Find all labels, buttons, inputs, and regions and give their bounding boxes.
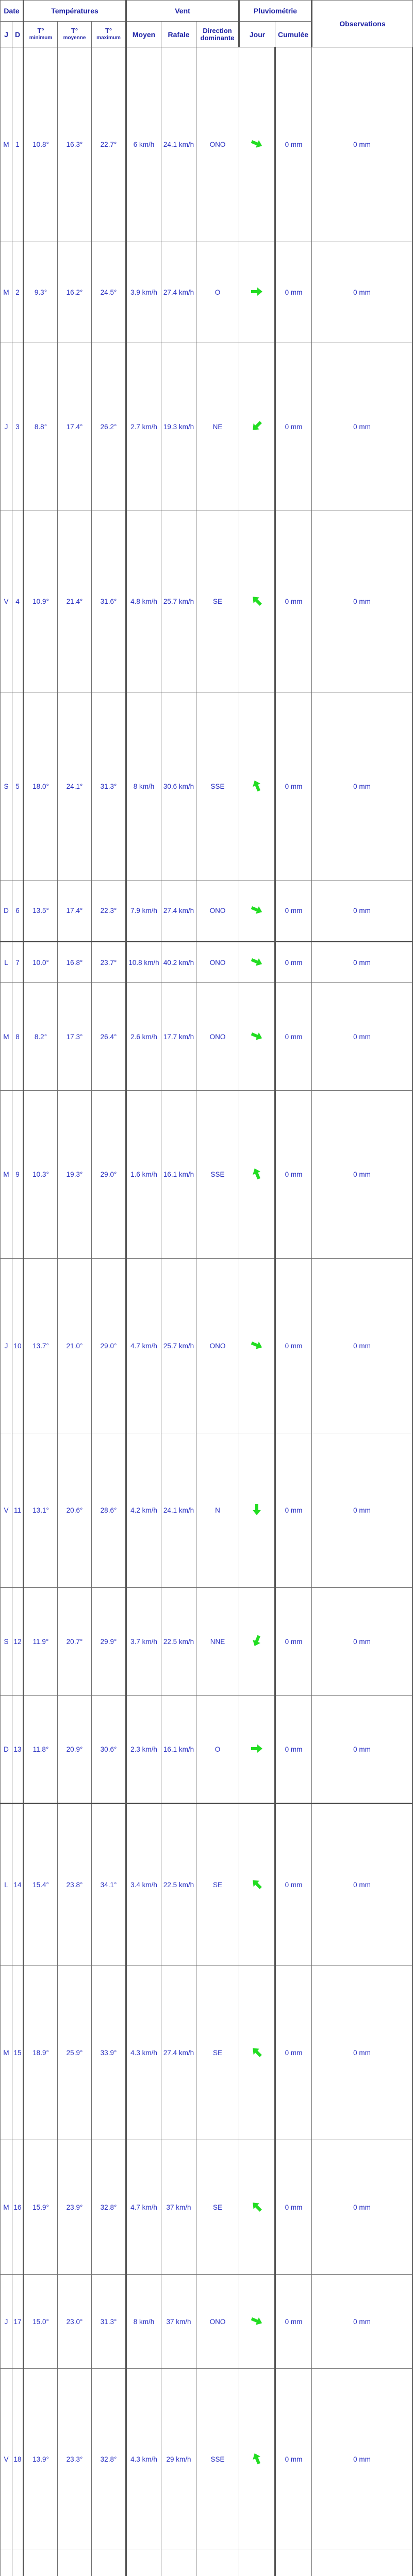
table-row: [1, 1696, 413, 1804]
header-tmin-top: T°: [37, 27, 44, 35]
row-tmoy: 25.9°: [58, 1965, 92, 2140]
header-j: J: [1, 22, 12, 47]
row-day-number: 17: [12, 2275, 24, 2369]
row-rain-day: 0 mm: [275, 942, 312, 983]
header-d: D: [12, 22, 24, 47]
row-wind-dir: NE: [196, 343, 239, 511]
table-row: [1, 2369, 413, 2550]
row-wind-mean: 2.3 km/h: [126, 1696, 161, 1804]
row-rain-cumul: 0 mm: [312, 1259, 413, 1433]
row-tmax: 28.6°: [92, 1433, 126, 1588]
wind-arrow-icon: [250, 1742, 263, 1755]
row-rain-cumul: [312, 2550, 413, 2576]
row-tmax: 23.7°: [92, 942, 126, 983]
table-row: [1, 1433, 413, 1588]
row-wind-arrow: [239, 242, 275, 343]
header-pluviometrie: Pluviométrie: [239, 1, 312, 22]
row-wind-arrow: [239, 1091, 275, 1259]
row-rain-cumul: 0 mm: [312, 1696, 413, 1804]
row-day-letter: M: [1, 1965, 12, 2140]
row-wind-mean: 4.7 km/h: [126, 2140, 161, 2275]
row-rain-cumul: 0 mm: [312, 692, 413, 880]
row-wind-gust: 25.7 km/h: [161, 511, 196, 692]
row-wind-dir: O: [196, 1696, 239, 1804]
table-row: [1, 1091, 413, 1259]
row-day-letter: M: [1, 1091, 12, 1259]
row-wind-mean: 4.2 km/h: [126, 1433, 161, 1588]
row-tmoy: 17.3°: [58, 983, 92, 1091]
row-rain-cumul: 0 mm: [312, 47, 413, 242]
row-rain-cumul: 0 mm: [312, 2369, 413, 2550]
row-wind-arrow: [239, 343, 275, 511]
row-rain-day: 0 mm: [275, 343, 312, 511]
wind-arrow-icon: [250, 419, 263, 433]
row-rain-cumul: 0 mm: [312, 1433, 413, 1588]
header-rafale: Rafale: [161, 22, 196, 47]
row-wind-mean: 4.8 km/h: [126, 511, 161, 692]
row-tmax: 32.8°: [92, 2369, 126, 2550]
wind-arrow-icon: [250, 2452, 263, 2465]
row-wind-dir: SE: [196, 511, 239, 692]
row-tmin: 8.2°: [24, 983, 58, 1091]
row-rain-day: 0 mm: [275, 880, 312, 942]
row-day-number: 9: [12, 1091, 24, 1259]
row-wind-gust: 25.7 km/h: [161, 1259, 196, 1433]
row-wind-dir: ONO: [196, 47, 239, 242]
row-wind-dir: NNE: [196, 1588, 239, 1696]
row-day-number: 14: [12, 1804, 24, 1965]
row-day-number: 8: [12, 983, 24, 1091]
header-tmin-bottom: minimum: [24, 35, 57, 42]
wind-arrow-icon: [250, 1503, 263, 1516]
row-rain-day: 0 mm: [275, 1588, 312, 1696]
row-tmin: 13.1°: [24, 1433, 58, 1588]
row-wind-dir: SE: [196, 1804, 239, 1965]
header-tmax: [92, 22, 126, 47]
row-wind-arrow: [239, 2550, 275, 2576]
row-tmax: 30.6°: [92, 1696, 126, 1804]
row-rain-day: 0 mm: [275, 2140, 312, 2275]
table-row: [1, 880, 413, 942]
row-rain-cumul: 0 mm: [312, 511, 413, 692]
header-tmin: [24, 22, 58, 47]
row-tmax: 26.2°: [92, 343, 126, 511]
table-row: [1, 242, 413, 343]
row-day-letter: V: [1, 511, 12, 692]
row-day-letter: M: [1, 2140, 12, 2275]
row-rain-day: 0 mm: [275, 692, 312, 880]
row-rain-day: 0 mm: [275, 1804, 312, 1965]
row-day-number: 3: [12, 343, 24, 511]
row-tmin: 8.8°: [24, 343, 58, 511]
row-wind-gust: 27.4 km/h: [161, 242, 196, 343]
row-tmin: 18.9°: [24, 1965, 58, 2140]
row-wind-arrow: [239, 1804, 275, 1965]
row-wind-arrow: [239, 2140, 275, 2275]
row-wind-mean: 4.3 km/h: [126, 2369, 161, 2550]
row-wind-arrow: [239, 1965, 275, 2140]
row-day-letter: J: [1, 343, 12, 511]
row-day-letter: [1, 2550, 12, 2576]
row-wind-mean: 2.6 km/h: [126, 983, 161, 1091]
row-rain-cumul: 0 mm: [312, 1091, 413, 1259]
row-tmax: [92, 2550, 126, 2576]
row-wind-arrow: [239, 1433, 275, 1588]
row-wind-arrow: [239, 2275, 275, 2369]
row-tmoy: 23.0°: [58, 2275, 92, 2369]
row-wind-arrow: [239, 692, 275, 880]
row-day-letter: J: [1, 1259, 12, 1433]
row-tmoy: 24.1°: [58, 692, 92, 880]
row-tmin: 15.4°: [24, 1804, 58, 1965]
row-wind-dir: ONO: [196, 880, 239, 942]
row-rain-day: 0 mm: [275, 1965, 312, 2140]
row-wind-gust: 40.2 km/h: [161, 942, 196, 983]
row-rain-cumul: 0 mm: [312, 242, 413, 343]
row-rain-day: 0 mm: [275, 242, 312, 343]
row-wind-arrow: [239, 942, 275, 983]
row-tmoy: 20.7°: [58, 1588, 92, 1696]
row-day-number: 16: [12, 2140, 24, 2275]
row-tmax: 26.4°: [92, 983, 126, 1091]
row-wind-arrow: [239, 1696, 275, 1804]
row-tmin: 11.8°: [24, 1696, 58, 1804]
row-wind-dir: SSE: [196, 2369, 239, 2550]
row-day-letter: D: [1, 1696, 12, 1804]
row-wind-mean: 4.7 km/h: [126, 1259, 161, 1433]
row-tmin: [24, 2550, 58, 2576]
row-day-letter: L: [1, 942, 12, 983]
row-wind-mean: 10.8 km/h: [126, 942, 161, 983]
row-wind-arrow: [239, 511, 275, 692]
row-rain-cumul: 0 mm: [312, 2275, 413, 2369]
row-day-letter: V: [1, 2369, 12, 2550]
header-temperatures: Températures: [24, 1, 126, 22]
wind-arrow-icon: [250, 2045, 263, 2059]
row-wind-dir: N: [196, 1433, 239, 1588]
row-wind-gust: 22.5 km/h: [161, 1588, 196, 1696]
row-day-letter: M: [1, 47, 12, 242]
row-wind-gust: 16.1 km/h: [161, 1091, 196, 1259]
row-day-letter: S: [1, 1588, 12, 1696]
header-direction: Direction dominante: [196, 22, 239, 47]
row-tmoy: 23.3°: [58, 2369, 92, 2550]
row-day-number: 7: [12, 942, 24, 983]
table-body: [1, 47, 413, 2576]
row-wind-mean: 1.6 km/h: [126, 1091, 161, 1259]
row-day-number: 10: [12, 1259, 24, 1433]
table-row: [1, 983, 413, 1091]
wind-arrow-icon: [250, 1167, 263, 1180]
wind-arrow-icon: [250, 285, 263, 298]
row-rain-cumul: 0 mm: [312, 2140, 413, 2275]
row-tmin: 13.5°: [24, 880, 58, 942]
table-row: [1, 2140, 413, 2275]
row-wind-mean: 4.3 km/h: [126, 1965, 161, 2140]
row-tmoy: [58, 2550, 92, 2576]
row-wind-dir: ONO: [196, 2275, 239, 2369]
row-wind-dir: ONO: [196, 942, 239, 983]
row-wind-dir: ONO: [196, 983, 239, 1091]
row-tmax: 34.1°: [92, 1804, 126, 1965]
table-row: [1, 2275, 413, 2369]
header-tmoy: [58, 22, 92, 47]
table-row: [1, 942, 413, 983]
row-tmin: 10.8°: [24, 47, 58, 242]
row-day-letter: S: [1, 692, 12, 880]
row-day-letter: M: [1, 242, 12, 343]
header-date: Date: [1, 1, 24, 22]
wind-arrow-icon: [250, 1338, 263, 1352]
row-tmoy: 16.8°: [58, 942, 92, 983]
row-wind-arrow: [239, 47, 275, 242]
row-wind-mean: 2.7 km/h: [126, 343, 161, 511]
table-row: [1, 692, 413, 880]
row-day-number: 5: [12, 692, 24, 880]
table-row: [1, 343, 413, 511]
row-day-number: 15: [12, 1965, 24, 2140]
row-day-number: 11: [12, 1433, 24, 1588]
row-day-letter: J: [1, 2275, 12, 2369]
row-tmoy: 23.9°: [58, 2140, 92, 2275]
row-wind-gust: 27.4 km/h: [161, 1965, 196, 2140]
row-tmoy: 17.4°: [58, 343, 92, 511]
row-tmin: 15.0°: [24, 2275, 58, 2369]
row-wind-mean: 3.7 km/h: [126, 1588, 161, 1696]
header-tmax-bottom: maximum: [92, 35, 125, 42]
wind-arrow-icon: [250, 903, 263, 917]
wind-arrow-icon: [250, 2314, 263, 2328]
row-wind-gust: 16.1 km/h: [161, 1696, 196, 1804]
table-row: [1, 1259, 413, 1433]
wind-arrow-icon: [250, 1029, 263, 1043]
wind-arrow-icon: [250, 955, 263, 969]
table-row: [1, 2550, 413, 2576]
header-tmoy-top: T°: [71, 27, 78, 35]
table-row: [1, 1804, 413, 1965]
row-wind-gust: 37 km/h: [161, 2140, 196, 2275]
row-tmoy: 17.4°: [58, 880, 92, 942]
row-wind-gust: 37 km/h: [161, 2275, 196, 2369]
row-rain-cumul: 0 mm: [312, 1965, 413, 2140]
row-rain-day: 0 mm: [275, 47, 312, 242]
row-wind-arrow: [239, 1259, 275, 1433]
row-rain-cumul: 0 mm: [312, 942, 413, 983]
wind-arrow-icon: [250, 779, 263, 792]
row-tmin: 10.3°: [24, 1091, 58, 1259]
row-tmoy: 23.8°: [58, 1804, 92, 1965]
row-tmax: 31.3°: [92, 2275, 126, 2369]
row-day-number: 12: [12, 1588, 24, 1696]
header-jour: Jour: [239, 22, 275, 47]
row-rain-day: 0 mm: [275, 2275, 312, 2369]
row-day-number: 13: [12, 1696, 24, 1804]
row-wind-arrow: [239, 1588, 275, 1696]
table-header: [1, 1, 413, 47]
row-tmoy: 20.6°: [58, 1433, 92, 1588]
row-wind-gust: 27.4 km/h: [161, 880, 196, 942]
row-rain-day: 0 mm: [275, 983, 312, 1091]
row-wind-gust: [161, 2550, 196, 2576]
row-wind-gust: 30.6 km/h: [161, 692, 196, 880]
row-tmax: 22.7°: [92, 47, 126, 242]
row-tmax: 29.9°: [92, 1588, 126, 1696]
row-wind-dir: ONO: [196, 1259, 239, 1433]
row-tmoy: 21.0°: [58, 1259, 92, 1433]
row-day-number: 2: [12, 242, 24, 343]
row-day-letter: L: [1, 1804, 12, 1965]
row-day-letter: D: [1, 880, 12, 942]
row-tmin: 10.9°: [24, 511, 58, 692]
row-day-number: 4: [12, 511, 24, 692]
row-rain-day: 0 mm: [275, 1091, 312, 1259]
row-rain-day: 0 mm: [275, 1433, 312, 1588]
row-wind-arrow: [239, 983, 275, 1091]
row-wind-arrow: [239, 880, 275, 942]
header-vent: Vent: [126, 1, 239, 22]
header-tmoy-bottom: moyenne: [58, 35, 91, 42]
row-day-number: 1: [12, 47, 24, 242]
row-rain-day: 0 mm: [275, 2369, 312, 2550]
row-rain-cumul: 0 mm: [312, 343, 413, 511]
row-wind-arrow: [239, 2369, 275, 2550]
row-tmin: 15.9°: [24, 2140, 58, 2275]
row-tmin: 13.7°: [24, 1259, 58, 1433]
row-wind-dir: SE: [196, 1965, 239, 2140]
row-rain-cumul: 0 mm: [312, 1588, 413, 1696]
row-wind-gust: 24.1 km/h: [161, 47, 196, 242]
row-day-number: 6: [12, 880, 24, 942]
row-wind-gust: 17.7 km/h: [161, 983, 196, 1091]
row-wind-gust: 29 km/h: [161, 2369, 196, 2550]
row-tmax: 32.8°: [92, 2140, 126, 2275]
table-row: [1, 511, 413, 692]
wind-arrow-icon: [250, 1877, 263, 1891]
row-tmax: 29.0°: [92, 1259, 126, 1433]
row-tmax: 22.3°: [92, 880, 126, 942]
header-tmax-top: T°: [105, 27, 112, 35]
row-tmax: 33.9°: [92, 1965, 126, 2140]
row-rain-cumul: 0 mm: [312, 983, 413, 1091]
row-tmin: 9.3°: [24, 242, 58, 343]
row-wind-gust: 22.5 km/h: [161, 1804, 196, 1965]
row-tmax: 31.6°: [92, 511, 126, 692]
row-tmax: 31.3°: [92, 692, 126, 880]
row-wind-dir: [196, 2550, 239, 2576]
row-tmoy: 19.3°: [58, 1091, 92, 1259]
wind-arrow-icon: [250, 594, 263, 607]
row-wind-gust: 24.1 km/h: [161, 1433, 196, 1588]
row-tmin: 13.9°: [24, 2369, 58, 2550]
row-day-letter: M: [1, 983, 12, 1091]
header-cumulee: Cumulée: [275, 22, 312, 47]
row-wind-dir: SSE: [196, 1091, 239, 1259]
row-rain-cumul: 0 mm: [312, 1804, 413, 1965]
header-moyen: Moyen: [126, 22, 161, 47]
row-tmoy: 21.4°: [58, 511, 92, 692]
table-row: [1, 47, 413, 242]
row-rain-day: [275, 2550, 312, 2576]
row-tmin: 11.9°: [24, 1588, 58, 1696]
row-wind-mean: 3.9 km/h: [126, 242, 161, 343]
row-day-number: 18: [12, 2369, 24, 2550]
wind-arrow-icon: [250, 2200, 263, 2213]
row-tmoy: 20.9°: [58, 1696, 92, 1804]
row-rain-day: 0 mm: [275, 511, 312, 692]
wind-arrow-icon: [250, 137, 263, 150]
row-wind-mean: 3.4 km/h: [126, 1804, 161, 1965]
row-tmoy: 16.2°: [58, 242, 92, 343]
row-day-number: [12, 2550, 24, 2576]
row-day-letter: V: [1, 1433, 12, 1588]
row-wind-mean: 8 km/h: [126, 2275, 161, 2369]
row-wind-dir: SE: [196, 2140, 239, 2275]
row-rain-day: 0 mm: [275, 1259, 312, 1433]
wind-arrow-icon: [250, 1634, 263, 1648]
row-wind-mean: 7.9 km/h: [126, 880, 161, 942]
table-row: [1, 1965, 413, 2140]
row-tmin: 10.0°: [24, 942, 58, 983]
row-wind-mean: 6 km/h: [126, 47, 161, 242]
table-row: [1, 1588, 413, 1696]
row-tmoy: 16.3°: [58, 47, 92, 242]
row-tmax: 29.0°: [92, 1091, 126, 1259]
row-wind-gust: 19.3 km/h: [161, 343, 196, 511]
row-wind-dir: SSE: [196, 692, 239, 880]
row-rain-cumul: 0 mm: [312, 880, 413, 942]
row-wind-mean: [126, 2550, 161, 2576]
row-tmax: 24.5°: [92, 242, 126, 343]
row-tmin: 18.0°: [24, 692, 58, 880]
row-wind-dir: O: [196, 242, 239, 343]
row-rain-day: 0 mm: [275, 1696, 312, 1804]
header-observations: Observations: [312, 1, 413, 47]
row-wind-mean: 8 km/h: [126, 692, 161, 880]
